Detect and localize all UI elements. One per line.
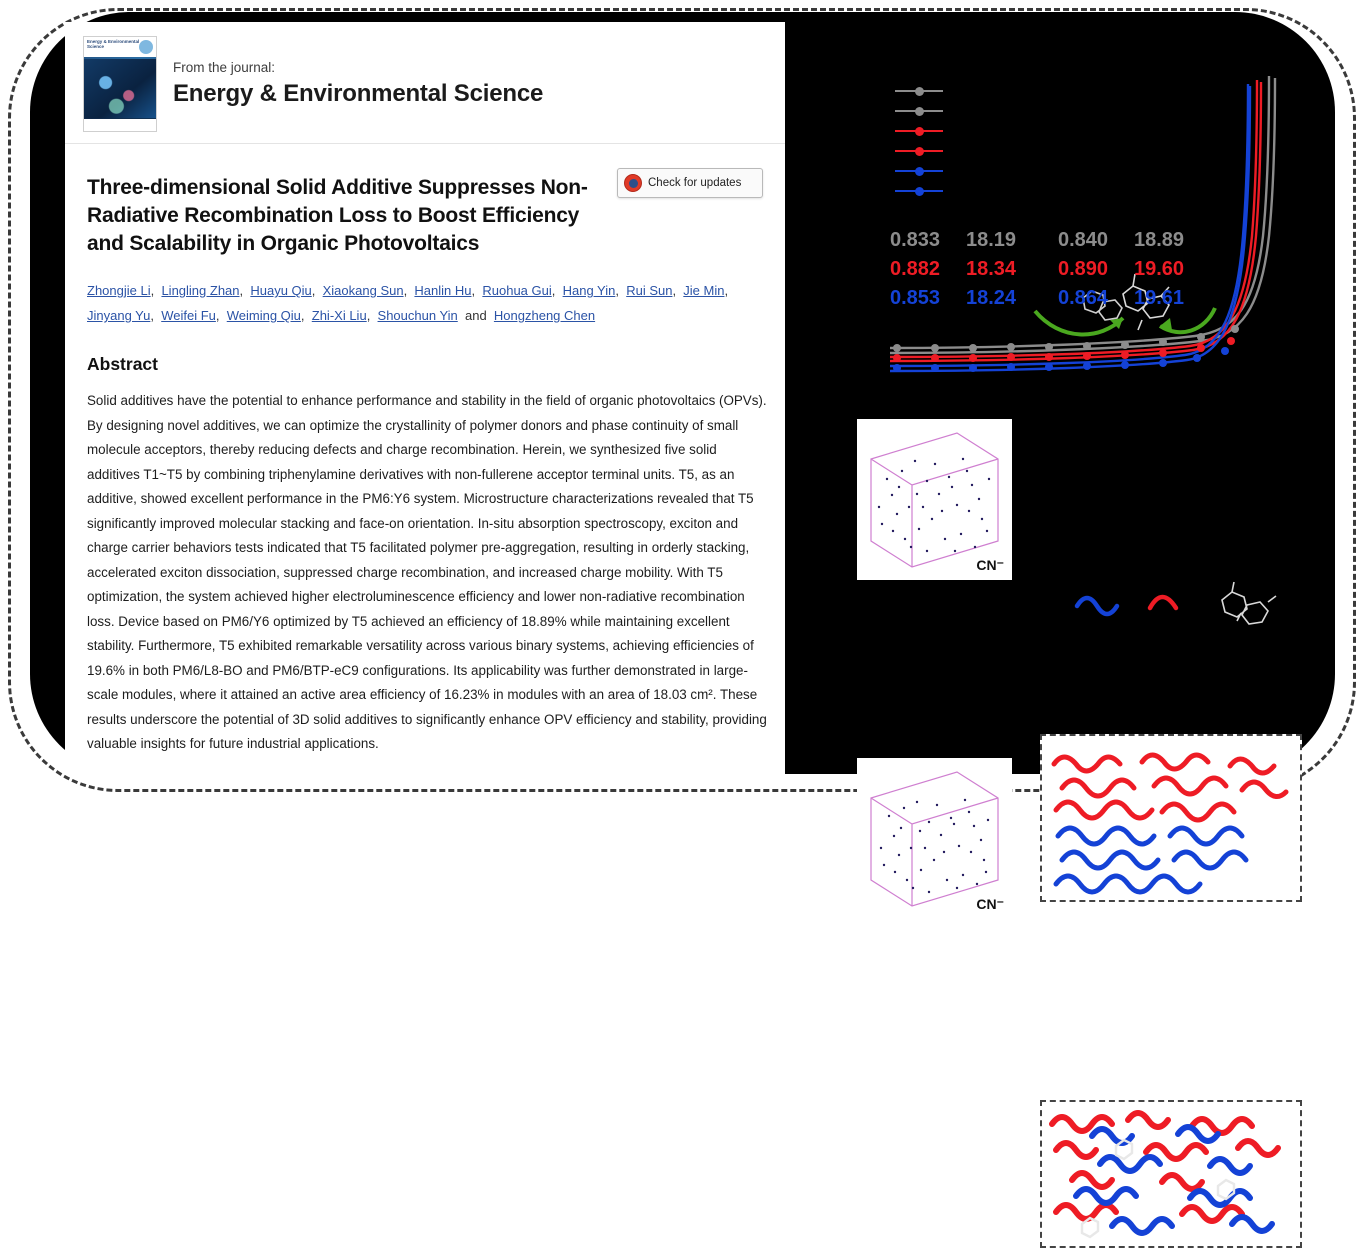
jv-curve-blue-1: [890, 84, 1248, 366]
pce-value-2: 19.60: [1134, 258, 1185, 280]
pce-value: 18.24: [966, 287, 1017, 309]
journal-name: Energy & Environmental Science: [173, 79, 544, 107]
article-card: [65, 22, 785, 774]
ff-value: 0.833: [890, 229, 941, 251]
pce-value: 18.34: [966, 258, 1017, 280]
simulation-box-bottom: [857, 758, 1012, 919]
ff-value: 0.882: [890, 258, 941, 280]
author-list: [87, 278, 777, 328]
author-link[interactable]: Hang Yin: [562, 283, 616, 298]
author-link[interactable]: Hongzheng Chen: [493, 308, 596, 323]
author-link[interactable]: Lingling Zhan: [161, 283, 240, 298]
legend-molecules-svg: [1072, 584, 1282, 618]
legend-red-1-marker: [915, 127, 924, 136]
legend-item: [895, 121, 924, 141]
morphology-schematic-top: [1040, 734, 1302, 902]
author-link[interactable]: Weiming Qiu: [226, 308, 301, 323]
morphology-schematic-bottom-svg: [1042, 1102, 1300, 1246]
morphology-schematic-top-svg: [1042, 736, 1300, 900]
journal-text-block: [173, 60, 543, 108]
author-separator: ,: [724, 283, 732, 298]
author-link[interactable]: Weifei Fu: [161, 308, 216, 323]
donor-symbol: [1077, 598, 1117, 614]
author-separator: ,: [615, 283, 627, 298]
figure-area: [800, 22, 1330, 912]
journal-cover-footer: [84, 119, 156, 131]
legend-blue-1-marker: [915, 167, 924, 176]
author-link[interactable]: Shouchun Yin: [377, 308, 458, 323]
table-row: [890, 284, 1310, 313]
author-separator: ,: [366, 308, 378, 323]
legend-item: [895, 161, 924, 181]
author-separator: ,: [403, 283, 415, 298]
legend-gray-2-marker: [915, 107, 924, 116]
ff-value-2: 0.840: [1058, 229, 1109, 251]
abstract-text: Solid additives have the potential to enhance performance and stability in the field of organic photovoltaics (OPVs). By designing novel additives, we can optimize the crystallinity of polymer donors and phase continuity of small molecule acceptors, thereby reducing defects and charge recombination. Herein, we synthesized five solid additives T1~T5 by combining triphenylamine derivatives with non-fullerene acceptor terminal units. T5, as an additive, showed excellent performance in the PM6:Y6 system. Microstructure characterizations revealed that T5 significantly improved molecular stacking and face-on orientation. In-situ absorption spectroscopy, exciton and charge carrier behaviors tests indicated that T5 facilitated polymer pre-aggregation, resulting in orderly stacking, accelerated exciton dissociation, suppressed charge recombination, and increased charge mobility. With T5 optimization, the system achieved higher electroluminescence efficiency and lower non-radiative recombination loss. Device based on PM6/Y6 optimized by T5 achieved an efficiency of 18.89% while maintaining excellent stability. Furthermore, T5 exhibited remarkable versatility across various binary systems, achieving efficiencies of 19.6% in both PM6/L8-BO and PM6/BTP-eC9 configurations. Its applicability was further demonstrated in large-scale modules, where it attained an active area efficiency of 16.23% in modules with an area of 18.03 cm². These results underscore the potential of 3D solid additives to significantly enhance OPV efficiency and stability, providing valuable insights for future industrial applications.: [87, 393, 767, 751]
author-separator: ,: [300, 308, 312, 323]
jv-value-table: [890, 226, 1310, 313]
author-separator: ,: [672, 283, 684, 298]
additive-molecule-icon: [1222, 582, 1276, 624]
pce-value-2: 18.89: [1134, 229, 1185, 251]
legend-red-2-marker: [915, 147, 924, 156]
green-arrow-left: [1035, 311, 1123, 334]
author-conjunction: and: [457, 308, 494, 323]
legend-item: [895, 81, 924, 101]
author-link[interactable]: Xiaokang Sun: [322, 283, 404, 298]
journal-cover-artwork: [84, 59, 156, 118]
journal-cover-circle-icon: [139, 40, 153, 54]
jv-curve-chart: [835, 36, 1325, 396]
table-row: [890, 226, 1310, 255]
page-title: Three-dimensional Solid Additive Suppresses Non-Radiative Recombination Loss to Boost Efficiency and Scalability in Organic Photovoltaics: [87, 176, 588, 255]
journal-cover-image: [83, 36, 157, 132]
legend-molecules-row: [1072, 584, 1282, 618]
author-separator: ,: [215, 308, 227, 323]
table-row: [890, 255, 1310, 284]
author-link[interactable]: Zhongjie Li: [87, 283, 151, 298]
abstract-heading: Abstract: [87, 354, 158, 374]
legend-blue-2-marker: [915, 187, 924, 196]
journal-from-label: From the journal:: [173, 59, 276, 75]
journal-header: [65, 22, 785, 144]
pce-value: 18.19: [966, 229, 1017, 251]
author-link[interactable]: Hanlin Hu: [414, 283, 472, 298]
author-link[interactable]: Rui Sun: [626, 283, 673, 298]
legend-gray-1-marker: [915, 87, 924, 96]
simulation-box-top: [857, 419, 1012, 580]
simulation-box-bottom-svg: [857, 758, 1012, 919]
crossmark-label: Check for updates: [648, 177, 742, 189]
legend-item: [895, 181, 924, 201]
jv-curve-red-1: [890, 80, 1257, 357]
author-separator: ,: [471, 283, 483, 298]
cn-label-bottom: CN⁻: [976, 896, 1004, 912]
jv-curve-red-2: [890, 82, 1261, 361]
morphology-schematic-bottom: [1040, 1100, 1302, 1248]
author-separator: ,: [311, 283, 323, 298]
simulation-box-top-svg: [857, 419, 1012, 580]
jv-legend: [895, 81, 924, 201]
legend-item: [895, 141, 924, 161]
author-separator: ,: [150, 283, 162, 298]
crossmark-icon: [624, 174, 642, 192]
author-separator: ,: [551, 283, 563, 298]
legend-item: [895, 101, 924, 121]
pce-value-2: 19.61: [1134, 287, 1185, 309]
author-link[interactable]: Huayu Qiu: [250, 283, 312, 298]
author-link[interactable]: Zhi-Xi Liu: [311, 308, 367, 323]
crossmark-check-for-updates-button[interactable]: [617, 168, 763, 198]
author-link[interactable]: Jie Min: [683, 283, 725, 298]
ff-value: 0.853: [890, 287, 941, 309]
author-separator: ,: [239, 283, 251, 298]
author-separator: ,: [150, 308, 162, 323]
ff-value-2: 0.890: [1058, 258, 1109, 280]
paper-body: [65, 144, 785, 757]
cn-label-top: CN⁻: [976, 557, 1004, 573]
author-link[interactable]: Jinyang Yu: [87, 308, 151, 323]
ff-value-2: 0.864: [1058, 287, 1109, 309]
journal-cover-title: Energy & Environmental Science: [84, 37, 156, 57]
author-link[interactable]: Ruohua Gui: [482, 283, 552, 298]
acceptor-symbol: [1150, 597, 1176, 608]
